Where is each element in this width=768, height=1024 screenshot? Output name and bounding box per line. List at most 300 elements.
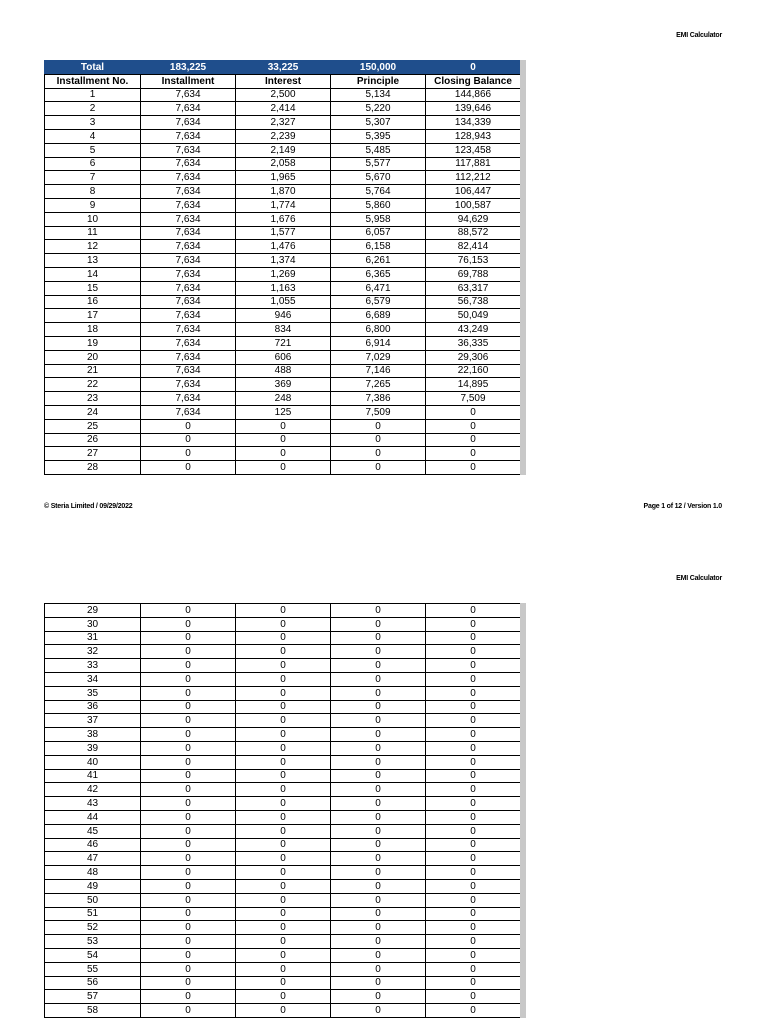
closing-balance-cell: 134,339 <box>426 116 521 130</box>
interest-cell: 0 <box>236 879 331 893</box>
principle-cell: 0 <box>331 948 426 962</box>
table-row <box>45 129 521 143</box>
interest-cell: 2,327 <box>236 116 331 130</box>
table-row <box>45 378 521 392</box>
interest-cell: 0 <box>236 797 331 811</box>
closing-balance-cell: 63,317 <box>426 281 521 295</box>
installment-no-cell: 57 <box>45 990 141 1004</box>
closing-balance-cell: 0 <box>426 419 521 433</box>
principle-cell: 6,689 <box>331 309 426 323</box>
installment-cell: 7,634 <box>141 323 236 337</box>
table-row <box>45 755 521 769</box>
installment-no-cell: 46 <box>45 838 141 852</box>
closing-balance-cell: 0 <box>426 755 521 769</box>
closing-balance-cell: 0 <box>426 921 521 935</box>
column-header: Installment <box>141 74 236 88</box>
principle-cell: 5,220 <box>331 102 426 116</box>
installment-no-cell: 40 <box>45 755 141 769</box>
principle-cell: 0 <box>331 866 426 880</box>
totals-row <box>45 61 521 75</box>
principle-cell: 0 <box>331 741 426 755</box>
closing-balance-cell: 0 <box>426 700 521 714</box>
totals-closing-balance: 0 <box>426 61 521 75</box>
table-row <box>45 907 521 921</box>
table-row <box>45 212 521 226</box>
installment-cell: 7,634 <box>141 102 236 116</box>
totals-installment: 183,225 <box>141 61 236 75</box>
column-header: Principle <box>331 74 426 88</box>
installment-no-cell: 3 <box>45 116 141 130</box>
closing-balance-cell: 0 <box>426 962 521 976</box>
table-row <box>45 893 521 907</box>
interest-cell: 1,774 <box>236 198 331 212</box>
principle-cell: 6,579 <box>331 295 426 309</box>
closing-balance-cell: 0 <box>426 935 521 949</box>
table-row <box>45 295 521 309</box>
totals-principle: 150,000 <box>331 61 426 75</box>
interest-cell: 0 <box>236 447 331 461</box>
principle-cell: 0 <box>331 769 426 783</box>
table-row <box>45 783 521 797</box>
column-header: Interest <box>236 74 331 88</box>
interest-cell: 0 <box>236 700 331 714</box>
installment-cell: 7,634 <box>141 157 236 171</box>
emi-schedule-table-continued <box>44 603 521 1018</box>
table-row <box>45 645 521 659</box>
interest-cell: 0 <box>236 604 331 618</box>
installment-cell: 0 <box>141 631 236 645</box>
principle-cell: 0 <box>331 879 426 893</box>
installment-no-cell: 27 <box>45 447 141 461</box>
closing-balance-cell: 0 <box>426 728 521 742</box>
closing-balance-cell: 0 <box>426 686 521 700</box>
installment-no-cell: 24 <box>45 405 141 419</box>
installment-no-cell: 55 <box>45 962 141 976</box>
installment-cell: 0 <box>141 672 236 686</box>
closing-balance-cell: 0 <box>426 948 521 962</box>
interest-cell: 0 <box>236 419 331 433</box>
closing-balance-cell: 0 <box>426 976 521 990</box>
installment-no-cell: 38 <box>45 728 141 742</box>
installment-no-cell: 32 <box>45 645 141 659</box>
installment-cell: 0 <box>141 461 236 475</box>
closing-balance-cell: 0 <box>426 672 521 686</box>
interest-cell: 0 <box>236 976 331 990</box>
table-row <box>45 686 521 700</box>
installment-no-cell: 20 <box>45 350 141 364</box>
table-row <box>45 102 521 116</box>
closing-balance-cell: 0 <box>426 866 521 880</box>
installment-cell: 0 <box>141 907 236 921</box>
principle-cell: 0 <box>331 797 426 811</box>
installment-cell: 0 <box>141 852 236 866</box>
installment-cell: 7,634 <box>141 171 236 185</box>
installment-cell: 0 <box>141 769 236 783</box>
closing-balance-cell: 76,153 <box>426 254 521 268</box>
interest-cell: 0 <box>236 838 331 852</box>
installment-cell: 7,634 <box>141 309 236 323</box>
table-row <box>45 659 521 673</box>
closing-balance-cell: 0 <box>426 907 521 921</box>
interest-cell: 0 <box>236 714 331 728</box>
interest-cell: 0 <box>236 741 331 755</box>
table-row <box>45 336 521 350</box>
principle-cell: 0 <box>331 976 426 990</box>
closing-balance-cell: 0 <box>426 879 521 893</box>
installment-no-cell: 50 <box>45 893 141 907</box>
table-row <box>45 810 521 824</box>
closing-balance-cell: 106,447 <box>426 185 521 199</box>
installment-no-cell: 23 <box>45 392 141 406</box>
table-row <box>45 364 521 378</box>
principle-cell: 0 <box>331 728 426 742</box>
installment-cell: 0 <box>141 838 236 852</box>
installment-no-cell: 25 <box>45 419 141 433</box>
installment-no-cell: 1 <box>45 88 141 102</box>
closing-balance-cell: 117,881 <box>426 157 521 171</box>
principle-cell: 0 <box>331 935 426 949</box>
installment-cell: 0 <box>141 447 236 461</box>
installment-no-cell: 10 <box>45 212 141 226</box>
principle-cell: 6,471 <box>331 281 426 295</box>
installment-no-cell: 11 <box>45 226 141 240</box>
interest-cell: 0 <box>236 755 331 769</box>
installment-no-cell: 44 <box>45 810 141 824</box>
interest-cell: 1,476 <box>236 240 331 254</box>
interest-cell: 0 <box>236 461 331 475</box>
principle-cell: 0 <box>331 838 426 852</box>
interest-cell: 2,149 <box>236 143 331 157</box>
installment-cell: 0 <box>141 686 236 700</box>
table-row <box>45 797 521 811</box>
installment-cell: 0 <box>141 659 236 673</box>
closing-balance-cell: 0 <box>426 852 521 866</box>
closing-balance-cell: 0 <box>426 783 521 797</box>
installment-no-cell: 41 <box>45 769 141 783</box>
interest-cell: 2,500 <box>236 88 331 102</box>
installment-no-cell: 6 <box>45 157 141 171</box>
principle-cell: 5,307 <box>331 116 426 130</box>
interest-cell: 946 <box>236 309 331 323</box>
closing-balance-cell: 56,738 <box>426 295 521 309</box>
closing-balance-cell: 50,049 <box>426 309 521 323</box>
principle-cell: 0 <box>331 672 426 686</box>
principle-cell: 0 <box>331 433 426 447</box>
table-row <box>45 143 521 157</box>
principle-cell: 0 <box>331 783 426 797</box>
closing-balance-cell: 0 <box>426 824 521 838</box>
table-row <box>45 281 521 295</box>
closing-balance-cell: 0 <box>426 659 521 673</box>
table-row <box>45 171 521 185</box>
installment-cell: 7,634 <box>141 378 236 392</box>
table-row <box>45 447 521 461</box>
principle-cell: 0 <box>331 461 426 475</box>
table-row <box>45 838 521 852</box>
installment-cell: 7,634 <box>141 129 236 143</box>
interest-cell: 125 <box>236 405 331 419</box>
closing-balance-cell: 22,160 <box>426 364 521 378</box>
interest-cell: 0 <box>236 672 331 686</box>
interest-cell: 0 <box>236 659 331 673</box>
installment-no-cell: 56 <box>45 976 141 990</box>
installment-cell: 0 <box>141 879 236 893</box>
principle-cell: 7,146 <box>331 364 426 378</box>
installment-cell: 7,634 <box>141 336 236 350</box>
closing-balance-cell: 36,335 <box>426 336 521 350</box>
closing-balance-cell: 0 <box>426 893 521 907</box>
installment-no-cell: 29 <box>45 604 141 618</box>
closing-balance-cell: 123,458 <box>426 143 521 157</box>
page-header-title: EMI Calculator <box>676 32 722 39</box>
installment-no-cell: 2 <box>45 102 141 116</box>
installment-cell: 7,634 <box>141 185 236 199</box>
principle-cell: 0 <box>331 810 426 824</box>
installment-cell: 0 <box>141 617 236 631</box>
interest-cell: 0 <box>236 783 331 797</box>
installment-cell: 0 <box>141 714 236 728</box>
interest-cell: 0 <box>236 948 331 962</box>
installment-no-cell: 30 <box>45 617 141 631</box>
principle-cell: 7,509 <box>331 405 426 419</box>
interest-cell: 2,239 <box>236 129 331 143</box>
interest-cell: 0 <box>236 686 331 700</box>
table-row <box>45 323 521 337</box>
interest-cell: 248 <box>236 392 331 406</box>
installment-no-cell: 36 <box>45 700 141 714</box>
interest-cell: 0 <box>236 962 331 976</box>
interest-cell: 0 <box>236 617 331 631</box>
totals-label: Total <box>45 61 141 75</box>
principle-cell: 0 <box>331 852 426 866</box>
interest-cell: 0 <box>236 866 331 880</box>
table-row <box>45 116 521 130</box>
closing-balance-cell: 0 <box>426 461 521 475</box>
installment-no-cell: 8 <box>45 185 141 199</box>
principle-cell: 0 <box>331 447 426 461</box>
principle-cell: 5,134 <box>331 88 426 102</box>
installment-cell: 7,634 <box>141 254 236 268</box>
interest-cell: 1,055 <box>236 295 331 309</box>
principle-cell: 7,265 <box>331 378 426 392</box>
installment-no-cell: 4 <box>45 129 141 143</box>
principle-cell: 0 <box>331 962 426 976</box>
interest-cell: 0 <box>236 1004 331 1018</box>
interest-cell: 369 <box>236 378 331 392</box>
installment-no-cell: 5 <box>45 143 141 157</box>
closing-balance-cell: 0 <box>426 433 521 447</box>
installment-cell: 0 <box>141 1004 236 1018</box>
installment-cell: 0 <box>141 783 236 797</box>
page-footer-copyright: © Steria Limited / 09/29/2022 <box>44 503 133 510</box>
interest-cell: 0 <box>236 907 331 921</box>
table-row <box>45 419 521 433</box>
table-row <box>45 350 521 364</box>
principle-cell: 5,577 <box>331 157 426 171</box>
installment-cell: 0 <box>141 645 236 659</box>
closing-balance-cell: 112,212 <box>426 171 521 185</box>
principle-cell: 0 <box>331 755 426 769</box>
principle-cell: 5,764 <box>331 185 426 199</box>
installment-no-cell: 7 <box>45 171 141 185</box>
principle-cell: 0 <box>331 893 426 907</box>
installment-cell: 0 <box>141 810 236 824</box>
page-footer-page-number: Page 1 of 12 / Version 1.0 <box>643 503 722 510</box>
principle-cell: 0 <box>331 907 426 921</box>
closing-balance-cell: 139,646 <box>426 102 521 116</box>
table-row <box>45 879 521 893</box>
closing-balance-cell: 100,587 <box>426 198 521 212</box>
installment-no-cell: 52 <box>45 921 141 935</box>
installment-cell: 7,634 <box>141 88 236 102</box>
closing-balance-cell: 69,788 <box>426 267 521 281</box>
totals-interest: 33,225 <box>236 61 331 75</box>
table-row <box>45 254 521 268</box>
principle-cell: 0 <box>331 990 426 1004</box>
installment-no-cell: 53 <box>45 935 141 949</box>
installment-cell: 0 <box>141 921 236 935</box>
principle-cell: 5,958 <box>331 212 426 226</box>
table-row <box>45 157 521 171</box>
installment-cell: 7,634 <box>141 240 236 254</box>
interest-cell: 0 <box>236 728 331 742</box>
table-row <box>45 769 521 783</box>
table-row <box>45 185 521 199</box>
closing-balance-cell: 0 <box>426 797 521 811</box>
closing-balance-cell: 82,414 <box>426 240 521 254</box>
installment-cell: 0 <box>141 990 236 1004</box>
interest-cell: 1,676 <box>236 212 331 226</box>
emi-schedule-table <box>44 60 521 475</box>
closing-balance-cell: 0 <box>426 604 521 618</box>
interest-cell: 834 <box>236 323 331 337</box>
installment-no-cell: 21 <box>45 364 141 378</box>
installment-cell: 0 <box>141 866 236 880</box>
principle-cell: 0 <box>331 631 426 645</box>
principle-cell: 5,670 <box>331 171 426 185</box>
table-row <box>45 672 521 686</box>
closing-balance-cell: 128,943 <box>426 129 521 143</box>
installment-cell: 7,634 <box>141 212 236 226</box>
table-row <box>45 631 521 645</box>
installment-no-cell: 16 <box>45 295 141 309</box>
table-row <box>45 433 521 447</box>
closing-balance-cell: 7,509 <box>426 392 521 406</box>
interest-cell: 0 <box>236 921 331 935</box>
installment-no-cell: 9 <box>45 198 141 212</box>
table-row <box>45 990 521 1004</box>
installment-cell: 7,634 <box>141 392 236 406</box>
closing-balance-cell: 0 <box>426 838 521 852</box>
installment-cell: 7,634 <box>141 226 236 240</box>
closing-balance-cell: 0 <box>426 769 521 783</box>
principle-cell: 0 <box>331 419 426 433</box>
interest-cell: 0 <box>236 631 331 645</box>
interest-cell: 1,374 <box>236 254 331 268</box>
closing-balance-cell: 94,629 <box>426 212 521 226</box>
table-row <box>45 88 521 102</box>
principle-cell: 7,029 <box>331 350 426 364</box>
interest-cell: 1,577 <box>236 226 331 240</box>
installment-cell: 7,634 <box>141 281 236 295</box>
installment-no-cell: 35 <box>45 686 141 700</box>
installment-cell: 0 <box>141 604 236 618</box>
table-row <box>45 461 521 475</box>
installment-cell: 0 <box>141 976 236 990</box>
emi-table-page-2 <box>44 603 521 1018</box>
closing-balance-cell: 0 <box>426 1004 521 1018</box>
closing-balance-cell: 88,572 <box>426 226 521 240</box>
interest-cell: 0 <box>236 893 331 907</box>
installment-no-cell: 22 <box>45 378 141 392</box>
installment-cell: 0 <box>141 893 236 907</box>
installment-cell: 7,634 <box>141 198 236 212</box>
principle-cell: 0 <box>331 714 426 728</box>
column-header-row <box>45 74 521 88</box>
interest-cell: 2,058 <box>236 157 331 171</box>
installment-no-cell: 17 <box>45 309 141 323</box>
interest-cell: 721 <box>236 336 331 350</box>
installment-no-cell: 15 <box>45 281 141 295</box>
installment-no-cell: 45 <box>45 824 141 838</box>
installment-no-cell: 14 <box>45 267 141 281</box>
installment-cell: 0 <box>141 700 236 714</box>
closing-balance-cell: 144,866 <box>426 88 521 102</box>
installment-no-cell: 26 <box>45 433 141 447</box>
principle-cell: 0 <box>331 659 426 673</box>
interest-cell: 1,163 <box>236 281 331 295</box>
installment-no-cell: 51 <box>45 907 141 921</box>
table-row <box>45 604 521 618</box>
table-row <box>45 824 521 838</box>
table-row <box>45 240 521 254</box>
installment-no-cell: 37 <box>45 714 141 728</box>
table-row <box>45 392 521 406</box>
principle-cell: 5,860 <box>331 198 426 212</box>
principle-cell: 5,485 <box>331 143 426 157</box>
installment-cell: 0 <box>141 728 236 742</box>
table-row <box>45 728 521 742</box>
installment-no-cell: 13 <box>45 254 141 268</box>
interest-cell: 488 <box>236 364 331 378</box>
table-row <box>45 962 521 976</box>
principle-cell: 0 <box>331 700 426 714</box>
installment-cell: 0 <box>141 935 236 949</box>
table-row <box>45 714 521 728</box>
closing-balance-cell: 0 <box>426 617 521 631</box>
interest-cell: 0 <box>236 810 331 824</box>
closing-balance-cell: 43,249 <box>426 323 521 337</box>
emi-table-page-1 <box>44 60 521 475</box>
table-row <box>45 700 521 714</box>
installment-cell: 0 <box>141 797 236 811</box>
installment-cell: 7,634 <box>141 267 236 281</box>
installment-no-cell: 19 <box>45 336 141 350</box>
installment-no-cell: 49 <box>45 879 141 893</box>
principle-cell: 0 <box>331 686 426 700</box>
principle-cell: 6,261 <box>331 254 426 268</box>
closing-balance-cell: 0 <box>426 714 521 728</box>
closing-balance-cell: 0 <box>426 990 521 1004</box>
column-header: Installment No. <box>45 74 141 88</box>
installment-no-cell: 54 <box>45 948 141 962</box>
table-row <box>45 852 521 866</box>
installment-no-cell: 47 <box>45 852 141 866</box>
installment-cell: 7,634 <box>141 143 236 157</box>
installment-no-cell: 28 <box>45 461 141 475</box>
installment-cell: 0 <box>141 419 236 433</box>
interest-cell: 0 <box>236 824 331 838</box>
